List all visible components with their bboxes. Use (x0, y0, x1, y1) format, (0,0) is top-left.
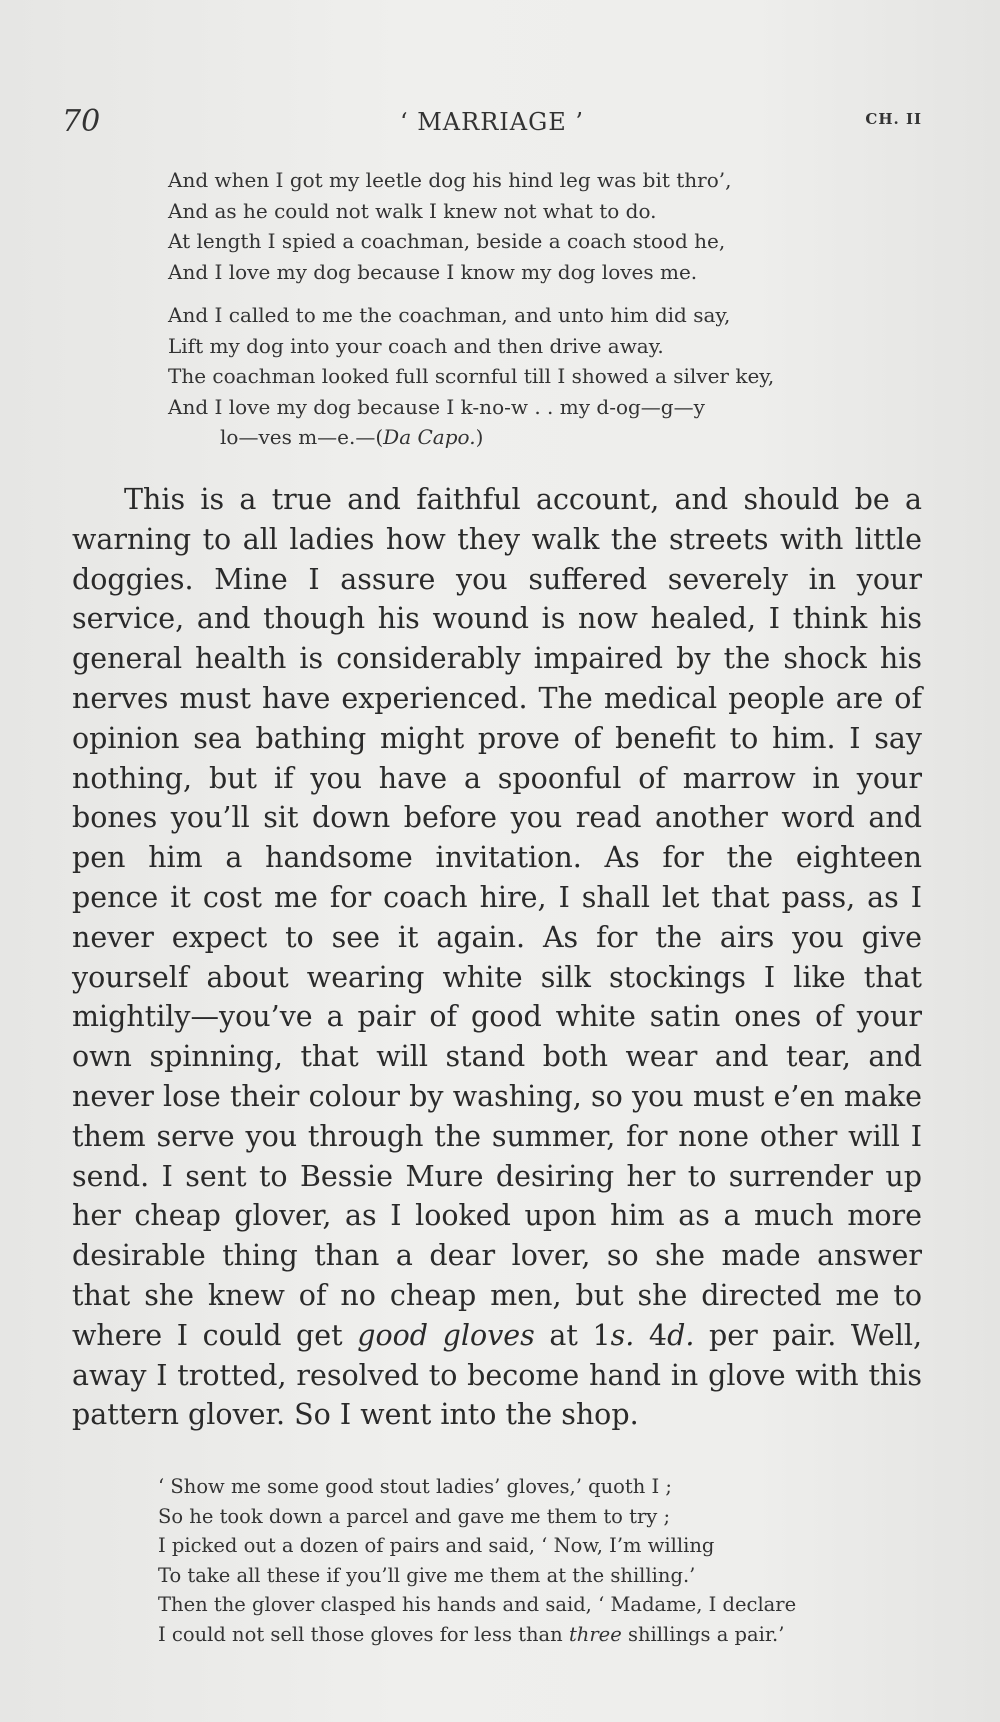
prose-line: pence it cost me for coach hire, I shall let that pass, as I (72, 880, 922, 914)
verse-line-refrain (168, 422, 928, 453)
prose-line: never expect to see it again. As for the airs you give (72, 920, 922, 954)
text-run: shillings a pair.’ (621, 1622, 785, 1646)
page-number: 70 (62, 104, 101, 139)
verse-line: Lift my dog into your coach and then drive away. (168, 333, 664, 358)
prose-line: bones you’ll sit down before you read another word and (72, 801, 922, 835)
prose-line: them serve you through the summer, for none other will I (72, 1119, 922, 1153)
prose-line: mightily—you’ve a pair of good white satin ones of your (72, 1000, 922, 1034)
prose-line-with-italics (72, 1316, 922, 1356)
prose-line: send. I sent to Bessie Mure desiring her to surrender up (72, 1159, 922, 1193)
verse-line: So he took down a parcel and gave me them to try ; (158, 1504, 671, 1528)
verse-line: At length I spied a coachman, beside a coach stood he, (168, 229, 726, 253)
prose-line: service, and though his wound is now healed, I think his (72, 602, 922, 636)
prose-line: nerves must have experienced. The medical people are of (72, 681, 922, 715)
verse-line: Then the glover clasped his hands and said, ‘ Madame, I declare (158, 1593, 797, 1616)
prose-line: never lose their colour by washing, so you must e’en make (72, 1079, 922, 1113)
verse-stanza-3 (158, 1472, 918, 1649)
text-run: I could not sell those gloves for less than (158, 1622, 569, 1646)
prose-line: pattern glover. So I went into the shop. (72, 1398, 639, 1432)
prose-line: yourself about wearing white silk stockings I like that (72, 960, 922, 994)
verse-line: And when I got my leetle dog his hind leg was bit thro’, (168, 168, 732, 192)
refrain-close: ) (475, 425, 484, 449)
verse-line: And I love my dog because I k-no-w . . my d-og—g—y (168, 394, 705, 419)
prose-line: pen him a handsome invitation. As for the eighteen (72, 841, 922, 875)
prose-line: warning to all ladies how they walk the streets with little (72, 522, 922, 556)
italic-good-gloves: good gloves (357, 1318, 535, 1352)
italic-shilling-abbrev: s. (610, 1318, 635, 1352)
prose-line: own spinning, that will stand both wear and tear, and (72, 1040, 922, 1074)
chapter-reference: CH. II (865, 110, 922, 128)
verse-line: And as he could not walk I knew not what to do. (168, 198, 657, 223)
prose-line: away I trotted, resolved to become hand in glove with this (72, 1358, 922, 1392)
verse-line: And I love my dog because I know my dog loves me. (168, 259, 698, 284)
prose-line: doggies. Mine I assure you suffered severely in your (72, 562, 922, 596)
verse-line: I picked out a dozen of pairs and said, ‘ Now, I’m willing (158, 1534, 715, 1557)
text-run: 4 (634, 1318, 668, 1352)
prose-line: desirable thing than a dear lover, so she made answer (72, 1239, 922, 1273)
running-head: ‘ MARRIAGE ’ (399, 108, 585, 136)
text-run: where I could get (72, 1318, 358, 1352)
verse-stanza-2 (168, 300, 928, 453)
italic-pence-abbrev: d. (667, 1318, 695, 1352)
prose-line: This is a true and faithful account, and should be a (124, 483, 922, 516)
prose-line: nothing, but if you have a spoonful of marrow in your (72, 761, 922, 795)
prose-line: general health is considerably impaired by the shock his (72, 642, 922, 676)
verse-line: To take all these if you’ll give me them at the shilling.’ (158, 1563, 696, 1587)
verse-line: And I called to me the coachman, and unto him did say, (168, 303, 731, 327)
verse-line: The coachman looked full scornful till I showed a silver key, (168, 364, 775, 388)
verse-stanza-1 (168, 165, 928, 287)
prose-line: that she knew of no cheap men, but she directed me to (72, 1278, 922, 1312)
italic-three: three (568, 1622, 622, 1646)
prose-line: her cheap glover, as I looked upon him as a much more (72, 1199, 922, 1233)
prose-paragraph (72, 480, 922, 1435)
prose-line: opinion sea bathing might prove of benefit to him. I say (72, 721, 922, 755)
text-run: at 1 (534, 1318, 611, 1352)
da-capo-italic: Da Capo. (383, 425, 476, 449)
verse-line-with-italics (158, 1620, 918, 1650)
verse-line: ‘ Show me some good stout ladies’ gloves,’ quoth I ; (158, 1475, 672, 1498)
page-header (62, 104, 922, 144)
refrain-text: lo—ves m—e.—( (220, 425, 384, 449)
text-run: per pair. Well, (694, 1318, 923, 1352)
